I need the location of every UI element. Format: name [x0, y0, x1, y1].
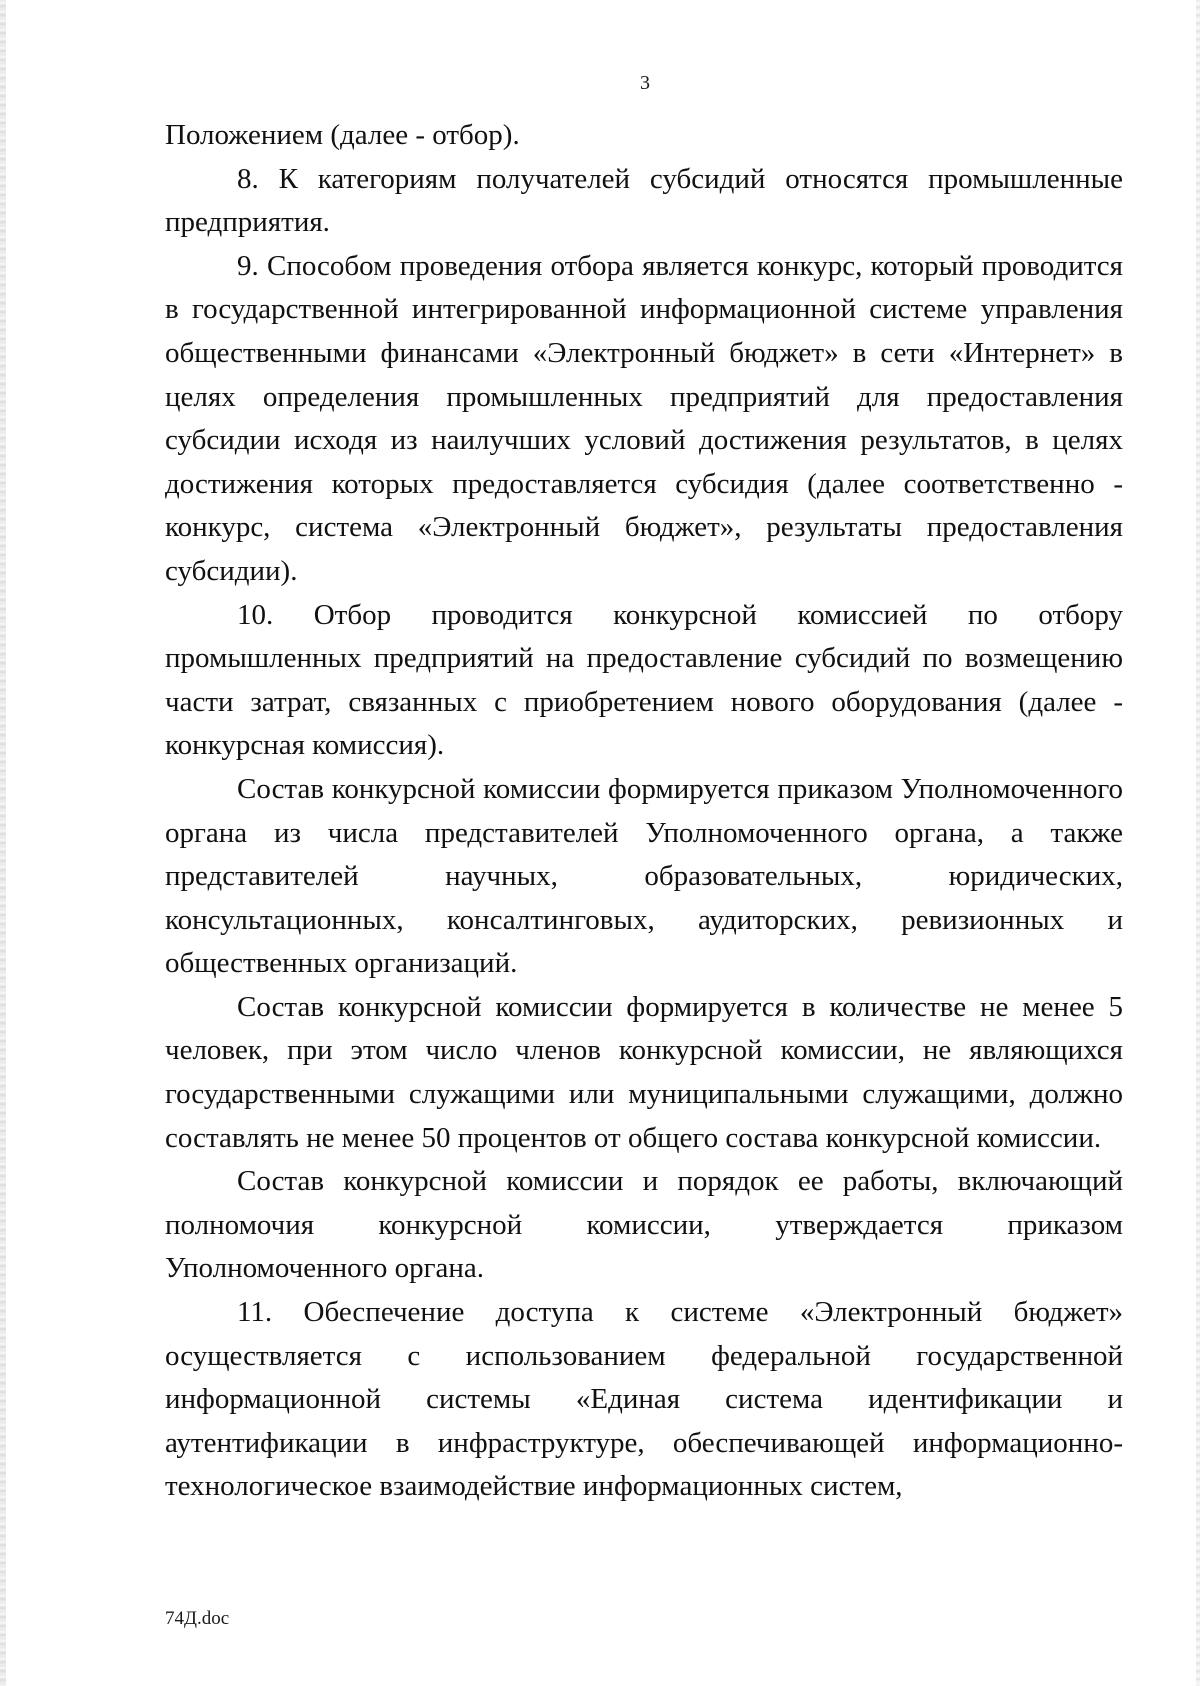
paragraph-item-9: 9. Способом проведения отбора является конкурс, который проводится в государственной интегрированной информационной системе управления общественными финансами «Электронный бюджет» в сети «Интернет» в целях определения промышленных предприятий для предоставления субсидии исходя из наилучших условий достижения результатов, в целях достижения которых предоставляется субсидия (далее соответственно - конкурс, система «Электронный бюджет», результаты предоставления субсидии).: [165, 249, 1123, 587]
document-body: [165, 114, 1123, 1509]
paragraph-commission-procedure: Состав конкурсной комиссии и порядок ее работы, включающий полномочия конкурсной комиссии, утверждается приказом Уполномоченного органа.: [165, 1165, 1123, 1285]
paragraph-continuation: Положением (далее - отбор).: [165, 119, 520, 151]
page-number: 3: [640, 72, 650, 94]
paragraph-item-11: 11. Обеспечение доступа к системе «Электронный бюджет» осуществляется с использованием федеральной государственной информационной системы «Единая система идентификации и аутентификации в инфраструктуре, обеспечивающей информационно-технологическое взаимодействие информационных систем,: [165, 1296, 1123, 1503]
footer-file-label: 74Д.doc: [165, 1608, 230, 1629]
paragraph-item-10: 10. Отбор проводится конкурсной комиссией по отбору промышленных предприятий на предоставление субсидий по возмещению части затрат, связанных с приобретением нового оборудования (далее - конкурсная комиссия).: [165, 598, 1123, 762]
paragraph-commission-size: Состав конкурсной комиссии формируется в количестве не менее 5 человек, при этом число членов конкурсной комиссии, не являющихся государственными служащими или муниципальными служащими, должно составлять не менее 50 процентов от общего состава конкурсной комиссии.: [165, 990, 1123, 1154]
scan-edge-right: [1196, 0, 1200, 1686]
paragraph-commission-composition: Состав конкурсной комиссии формируется приказом Уполномоченного органа из числа представителей Уполномоченного органа, а также представителей научных, образовательных, юридических, консультационных, консалтинговых, аудиторских, ревизионных и общественных организаций.: [165, 772, 1123, 980]
scan-edge-left: [0, 0, 6, 1686]
paragraph-item-8: 8. К категориям получателей субсидий относятся промышленные предприятия.: [165, 162, 1123, 239]
